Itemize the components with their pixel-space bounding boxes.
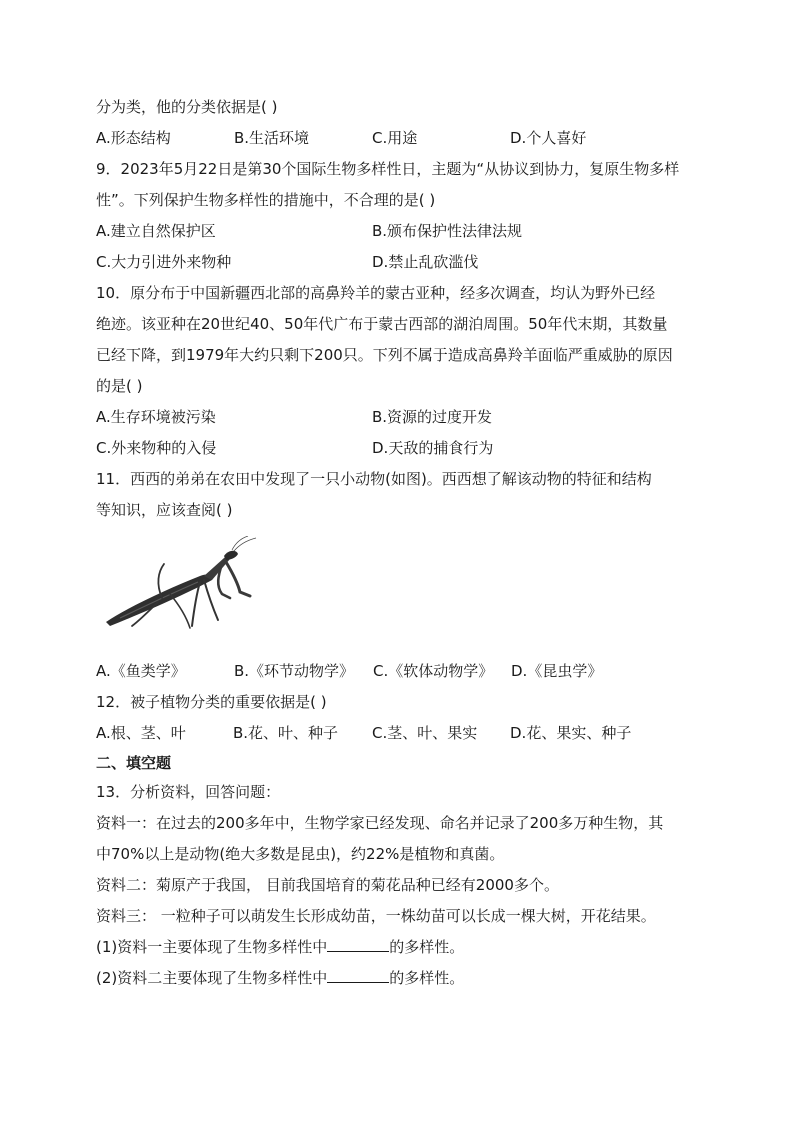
q13-material2: 资料二：菊原产于我国， 目前我国培育的菊花品种已经有2000多个。	[96, 876, 559, 894]
q13-material1-line1: 资料一：在过去的200多年中，生物学家已经发现、命名并记录了200多万种生物，其	[96, 814, 664, 832]
q8-stem: 分为类，他的分类依据是( )	[96, 98, 278, 116]
q10-option-a: A.生存环境被污染	[96, 408, 216, 426]
q10-options-row1	[96, 402, 706, 433]
q10-option-c: C.外来物种的入侵	[96, 439, 217, 457]
q9-option-c: C.大力引进外来物种	[96, 253, 232, 271]
q10-stem-line3: 已经下降，到1979年大约只剩下200只。下列不属于造成高鼻羚羊面临严重威胁的原因	[96, 346, 673, 364]
q10-option-b: B.资源的过度开发	[372, 408, 493, 426]
q8-option-a: A.形态结构	[96, 129, 171, 147]
section-title-fill-blank: 二、填空题	[96, 754, 172, 772]
q13-sub2-blank[interactable]	[327, 964, 389, 983]
q13-sub2	[96, 963, 706, 994]
q9-options-row1	[96, 216, 706, 247]
q13-material3: 资料三： 一粒种子可以萌发生长形成幼苗，一株幼苗可以长成一棵大树，开花结果。	[96, 907, 656, 925]
q9-stem-line2: 性”。下列保护生物多样性的措施中，不合理的是( )	[96, 191, 436, 209]
q11-option-a: A.《鱼类学》	[96, 662, 186, 680]
q13-material1-line2: 中70%以上是动物(绝大多数是昆虫)，约22%是植物和真菌。	[96, 845, 505, 863]
q12-option-b: B.花、叶、种子	[233, 724, 339, 742]
praying-mantis-image	[100, 536, 270, 632]
q13-sub1-prefix: (1)资料一主要体现了生物多样性中	[96, 938, 328, 956]
q10-stem-line1: 10．原分布于中国新疆西北部的高鼻羚羊的蒙古亚种，经多次调查，均认为野外已经	[96, 284, 656, 302]
q10-stem-line4: 的是( )	[96, 377, 143, 395]
q10-options-row2	[96, 433, 706, 464]
q9-stem-line1: 9．2023年5月22日是第30个国际生物多样性日，主题为“从协议到协力，复原生物多样	[96, 160, 680, 178]
q11-figure	[96, 526, 706, 656]
q11-stem-line1: 11．西西的弟弟在农田中发现了一只小动物(如图)。西西想了解该动物的特征和结构	[96, 470, 652, 488]
q13-sub1-blank[interactable]	[327, 933, 389, 952]
q9-option-a: A.建立自然保护区	[96, 222, 216, 240]
exam-page	[96, 92, 706, 994]
q12-option-d: D.花、果实、种子	[510, 724, 632, 742]
q12-option-c: C.茎、叶、果实	[372, 724, 478, 742]
q8-options	[96, 123, 706, 154]
q8-option-c: C.用途	[372, 129, 418, 147]
q11-stem-line2: 等知识，应该查阅( )	[96, 501, 233, 519]
q13-sub2-prefix: (2)资料二主要体现了生物多样性中	[96, 969, 328, 987]
q13-sub1-suffix: 的多样性。	[389, 938, 465, 956]
q8-option-b: B.生活环境	[234, 129, 310, 147]
q10-option-d: D.天敌的捕食行为	[372, 439, 494, 457]
q13-sub1	[96, 932, 706, 963]
q11-option-d: D.《昆虫学》	[511, 662, 603, 680]
q11-option-c: C.《软体动物学》	[373, 662, 494, 680]
q8-option-d: D.个人喜好	[510, 129, 587, 147]
q13-stem: 13．分析资料，回答问题：	[96, 783, 281, 801]
q12-option-a: A.根、茎、叶	[96, 724, 186, 742]
q9-options-row2	[96, 247, 706, 278]
q11-option-b: B.《环节动物学》	[234, 662, 355, 680]
q9-option-d: D.禁止乱砍滥伐	[372, 253, 479, 271]
q9-option-b: B.颁布保护性法律法规	[372, 222, 523, 240]
q10-stem-line2: 绝迹。该亚种在20世纪40、50年代广布于蒙古西部的湖泊周围。50年代末期，其数量	[96, 315, 668, 333]
q12-stem: 12．被子植物分类的重要依据是( )	[96, 693, 327, 711]
q11-options	[96, 656, 706, 687]
q13-sub2-suffix: 的多样性。	[389, 969, 465, 987]
q12-options	[96, 718, 706, 749]
